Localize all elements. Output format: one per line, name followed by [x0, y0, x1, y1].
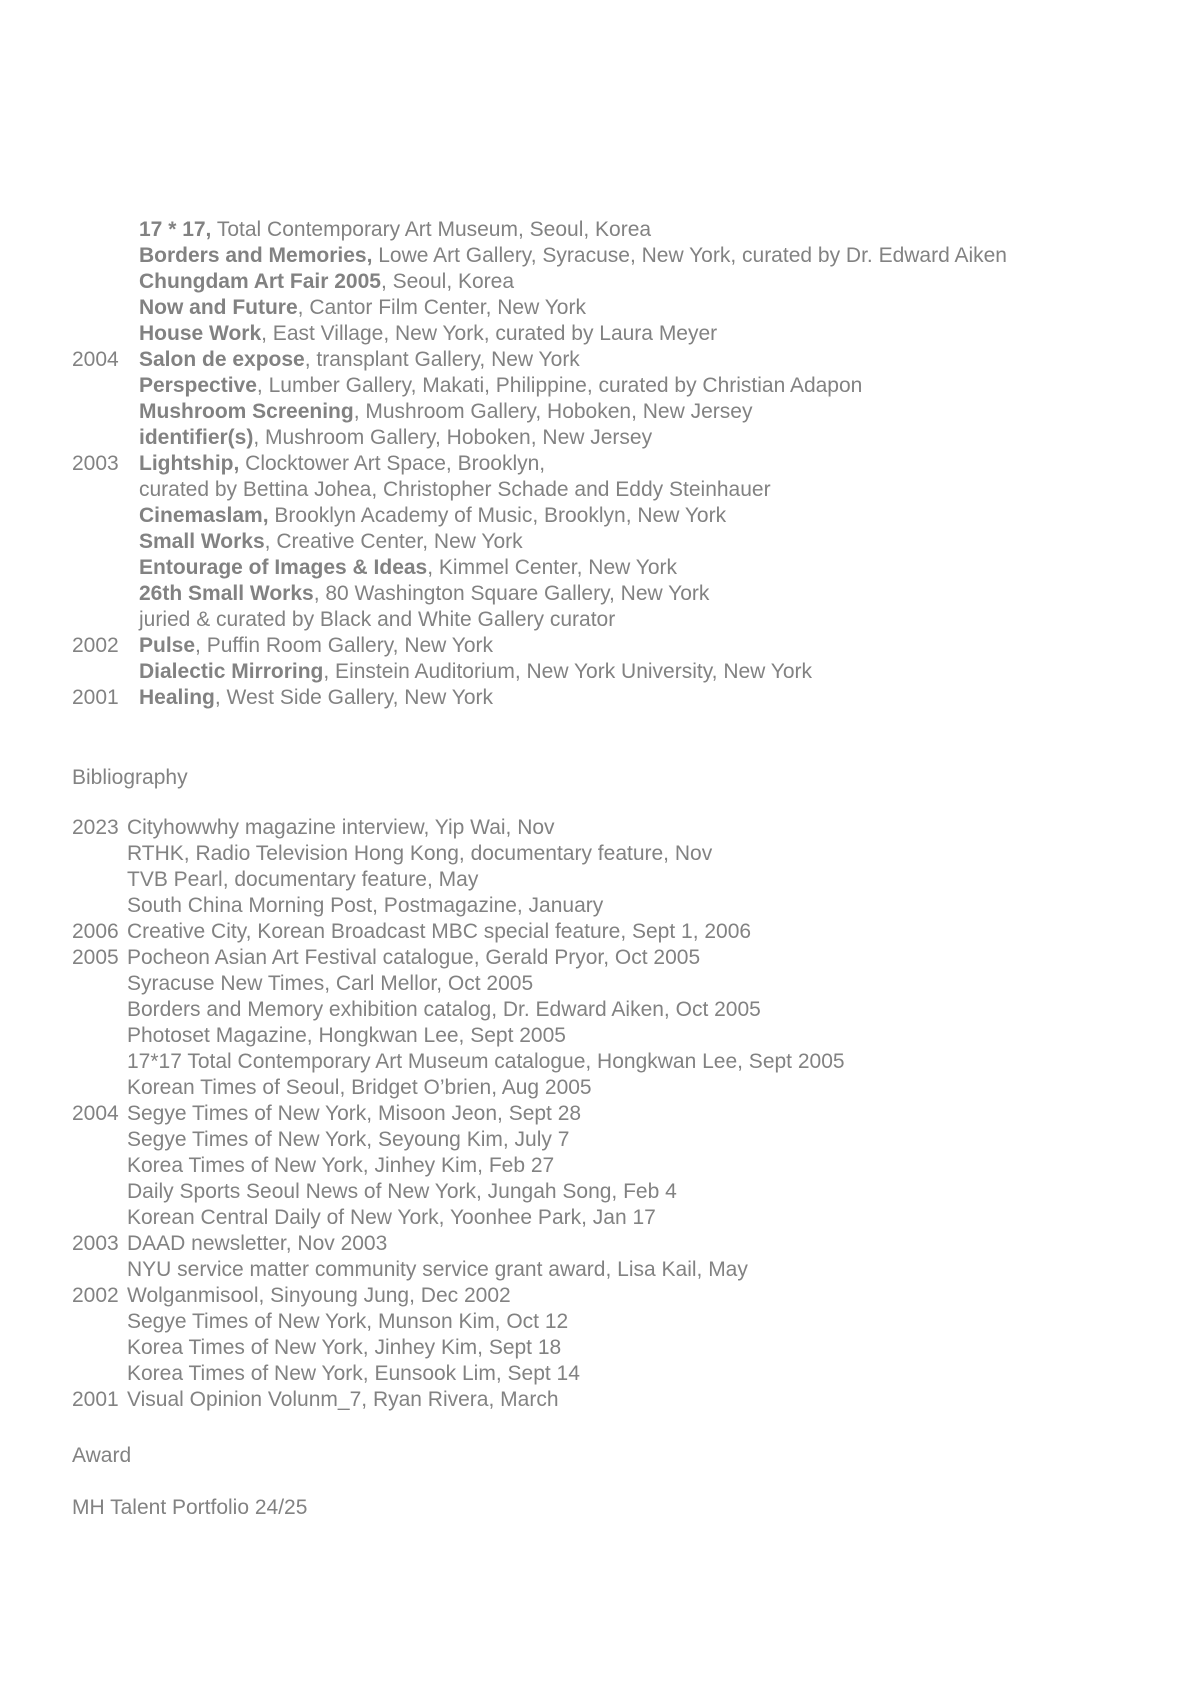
- exhibition-entry: [72, 243, 1007, 269]
- bibliography-year: [72, 971, 127, 997]
- exhibition-detail: , Einstein Auditorium, New York University, New York: [323, 660, 813, 683]
- exhibition-detail: , Creative Center, New York: [264, 530, 523, 553]
- exhibition-entry: [72, 659, 1007, 685]
- exhibition-entry: [72, 685, 1007, 711]
- bibliography-year: 2001: [72, 1388, 119, 1411]
- bibliography-entry: [72, 1335, 845, 1361]
- exhibition-detail: , Seoul, Korea: [380, 270, 515, 293]
- bibliography-entry: [72, 1361, 845, 1387]
- bibliography-text: Pocheon Asian Art Festival catalogue, Gerald Pryor, Oct 2005: [127, 946, 701, 969]
- bibliography-year: 2004: [72, 1102, 119, 1125]
- exhibition-entry: [72, 555, 1007, 581]
- bibliography-year: [72, 1023, 127, 1049]
- exhibition-year: [72, 399, 139, 425]
- bibliography-text: Borders and Memory exhibition catalog, Dr. Edward Aiken, Oct 2005: [127, 998, 761, 1021]
- bibliography-year: [72, 1127, 127, 1153]
- exhibition-title: Borders and Memories,: [139, 244, 373, 267]
- bibliography-entry: [72, 971, 845, 997]
- exhibition-entry: [72, 581, 1007, 607]
- exhibition-year: [72, 503, 139, 529]
- bibliography-entry: [72, 867, 845, 893]
- bibliography-entry: [72, 1075, 845, 1101]
- exhibition-year: [72, 555, 139, 581]
- bibliography-text: 17*17 Total Contemporary Art Museum catalogue, Hongkwan Lee, Sept 2005: [127, 1050, 845, 1073]
- exhibition-detail: , 80 Washington Square Gallery, New York: [313, 582, 710, 605]
- bibliography-heading: Bibliography: [72, 766, 188, 789]
- exhibition-year: [72, 581, 139, 607]
- exhibition-title: Salon de expose: [139, 348, 305, 371]
- exhibition-title: Perspective: [139, 374, 257, 397]
- exhibition-entry: [72, 633, 1007, 659]
- exhibition-year: [72, 529, 139, 555]
- exhibition-year: [72, 425, 139, 451]
- bibliography-text: Syracuse New Times, Carl Mellor, Oct 2005: [127, 972, 534, 995]
- bibliography-year: [72, 893, 127, 919]
- exhibition-entry: [72, 503, 1007, 529]
- exhibition-entry: [72, 295, 1007, 321]
- bibliography-year: 2003: [72, 1232, 119, 1255]
- exhibition-entry: [72, 347, 1007, 373]
- bibliography-year: 2006: [72, 920, 119, 943]
- exhibition-detail: curated by Bettina Johea, Christopher Schade and Eddy Steinhauer: [139, 478, 771, 501]
- bibliography-text: Creative City, Korean Broadcast MBC special feature, Sept 1, 2006: [127, 920, 752, 943]
- bibliography-entry: [72, 1127, 845, 1153]
- exhibition-detail: Lowe Art Gallery, Syracuse, New York, curated by Dr. Edward Aiken: [372, 244, 1007, 267]
- bibliography-text: Visual Opinion Volunm_7, Ryan Rivera, March: [127, 1388, 559, 1411]
- bibliography-text: Daily Sports Seoul News of New York, Jungah Song, Feb 4: [127, 1180, 677, 1203]
- exhibition-year: [72, 243, 139, 269]
- bibliography-text: TVB Pearl, documentary feature, May: [127, 868, 479, 891]
- exhibition-title: 26th Small Works: [139, 582, 314, 605]
- exhibition-year: [72, 659, 139, 685]
- exhibition-detail: , Lumber Gallery, Makati, Philippine, curated by Christian Adapon: [256, 374, 863, 397]
- bibliography-entry: [72, 1023, 845, 1049]
- exhibition-entry: [72, 425, 1007, 451]
- bibliography-entry: [72, 1101, 845, 1127]
- bibliography-text: South China Morning Post, Postmagazine, January: [127, 894, 604, 917]
- bibliography-year: [72, 1309, 127, 1335]
- exhibition-detail: juried & curated by Black and White Gallery curator: [139, 608, 616, 631]
- exhibition-entry: [72, 373, 1007, 399]
- exhibition-year: [72, 373, 139, 399]
- bibliography-entry: [72, 1049, 845, 1075]
- bibliography-text: Segye Times of New York, Misoon Jeon, Sept 28: [127, 1102, 582, 1125]
- exhibition-detail: Total Contemporary Art Museum, Seoul, Korea: [211, 218, 652, 241]
- bibliography-text: Korea Times of New York, Jinhey Kim, Sept 18: [127, 1336, 562, 1359]
- exhibition-entry: [72, 217, 1007, 243]
- exhibition-detail: Clocktower Art Space, Brooklyn,: [239, 452, 546, 475]
- exhibition-title: Pulse: [139, 634, 196, 657]
- exhibition-detail: Brooklyn Academy of Music, Brooklyn, New York: [268, 504, 727, 527]
- bibliography-year: [72, 1049, 127, 1075]
- exhibition-title: Healing: [139, 686, 215, 709]
- bibliography-text: Segye Times of New York, Munson Kim, Oct 12: [127, 1310, 569, 1333]
- bibliography-entry: [72, 1231, 845, 1257]
- award-heading: Award: [72, 1444, 132, 1467]
- exhibition-title: Lightship,: [139, 452, 240, 475]
- bibliography-year: [72, 1179, 127, 1205]
- bibliography-entry: [72, 1179, 845, 1205]
- exhibition-detail: , Kimmel Center, New York: [427, 556, 678, 579]
- bibliography-year: [72, 1205, 127, 1231]
- bibliography-year: [72, 1335, 127, 1361]
- bibliography-entry: [72, 1205, 845, 1231]
- exhibition-detail: , East Village, New York, curated by Laura Meyer: [261, 322, 718, 345]
- exhibition-year: [72, 321, 139, 347]
- bibliography-text: Korean Central Daily of New York, Yoonhee Park, Jan 17: [127, 1206, 656, 1229]
- exhibition-entry: [72, 477, 1007, 503]
- bibliography-entry: [72, 1257, 845, 1283]
- exhibition-detail: , Mushroom Gallery, Hoboken, New Jersey: [353, 400, 753, 423]
- exhibition-entry: [72, 607, 1007, 633]
- bibliography-entry: [72, 1283, 845, 1309]
- exhibition-title: Chungdam Art Fair 2005: [139, 270, 381, 293]
- bibliography-text: Korea Times of New York, Eunsook Lim, Sept 14: [127, 1362, 580, 1385]
- exhibition-year: [72, 477, 139, 503]
- bibliography-text: Korea Times of New York, Jinhey Kim, Feb 27: [127, 1154, 555, 1177]
- bibliography-text: Korean Times of Seoul, Bridget O’brien, Aug 2005: [127, 1076, 592, 1099]
- exhibition-entry: [72, 529, 1007, 555]
- exhibition-detail: , West Side Gallery, New York: [214, 686, 494, 709]
- bibliography-year: [72, 1075, 127, 1101]
- bibliography-entry: [72, 919, 845, 945]
- exhibition-detail: , Mushroom Gallery, Hoboken, New Jersey: [253, 426, 653, 449]
- bibliography-year: [72, 1361, 127, 1387]
- bibliography-year: 2023: [72, 816, 119, 839]
- bibliography-entry: [72, 1153, 845, 1179]
- bibliography-year: [72, 867, 127, 893]
- bibliography-year: [72, 1153, 127, 1179]
- exhibition-title: identifier(s): [139, 426, 254, 449]
- bibliography-year: [72, 1257, 127, 1283]
- exhibition-entry: [72, 321, 1007, 347]
- award-item: MH Talent Portfolio 24/25: [72, 1496, 308, 1519]
- bibliography-year: 2002: [72, 1284, 119, 1307]
- exhibition-title: Dialectic Mirroring: [139, 660, 324, 683]
- bibliography-entry: [72, 815, 845, 841]
- exhibition-title: Small Works: [139, 530, 265, 553]
- bibliography-list: [72, 815, 845, 1413]
- exhibition-entry: [72, 269, 1007, 295]
- exhibition-year: [72, 269, 139, 295]
- bibliography-entry: [72, 945, 845, 971]
- exhibition-year: [72, 295, 139, 321]
- exhibition-detail: , transplant Gallery, New York: [304, 348, 580, 371]
- exhibition-title: Now and Future: [139, 296, 298, 319]
- exhibition-year: [72, 217, 139, 243]
- bibliography-text: Segye Times of New York, Seyoung Kim, July 7: [127, 1128, 570, 1151]
- exhibition-list: [72, 217, 1007, 711]
- exhibition-year: 2004: [72, 348, 119, 371]
- bibliography-text: DAAD newsletter, Nov 2003: [127, 1232, 388, 1255]
- bibliography-year: 2005: [72, 946, 119, 969]
- bibliography-text: RTHK, Radio Television Hong Kong, documentary feature, Nov: [127, 842, 713, 865]
- exhibition-year: 2003: [72, 452, 119, 475]
- exhibition-entry: [72, 451, 1007, 477]
- bibliography-entry: [72, 1309, 845, 1335]
- bibliography-entry: [72, 1387, 845, 1413]
- bibliography-entry: [72, 841, 845, 867]
- bibliography-entry: [72, 997, 845, 1023]
- bibliography-text: Wolganmisool, Sinyoung Jung, Dec 2002: [127, 1284, 511, 1307]
- exhibition-year: [72, 607, 139, 633]
- bibliography-year: [72, 841, 127, 867]
- bibliography-year: [72, 997, 127, 1023]
- bibliography-text: NYU service matter community service grant award, Lisa Kail, May: [127, 1258, 748, 1281]
- exhibition-detail: , Puffin Room Gallery, New York: [195, 634, 494, 657]
- exhibition-title: 17 * 17,: [139, 218, 212, 241]
- exhibition-title: House Work: [139, 322, 262, 345]
- exhibition-entry: [72, 399, 1007, 425]
- exhibition-title: Cinemaslam,: [139, 504, 269, 527]
- exhibition-year: 2001: [72, 686, 119, 709]
- exhibition-year: 2002: [72, 634, 119, 657]
- exhibition-title: Entourage of Images & Ideas: [139, 556, 428, 579]
- exhibition-title: Mushroom Screening: [139, 400, 354, 423]
- bibliography-text: Cityhowwhy magazine interview, Yip Wai, Nov: [127, 816, 555, 839]
- bibliography-entry: [72, 893, 845, 919]
- exhibition-detail: , Cantor Film Center, New York: [297, 296, 586, 319]
- bibliography-text: Photoset Magazine, Hongkwan Lee, Sept 2005: [127, 1024, 566, 1047]
